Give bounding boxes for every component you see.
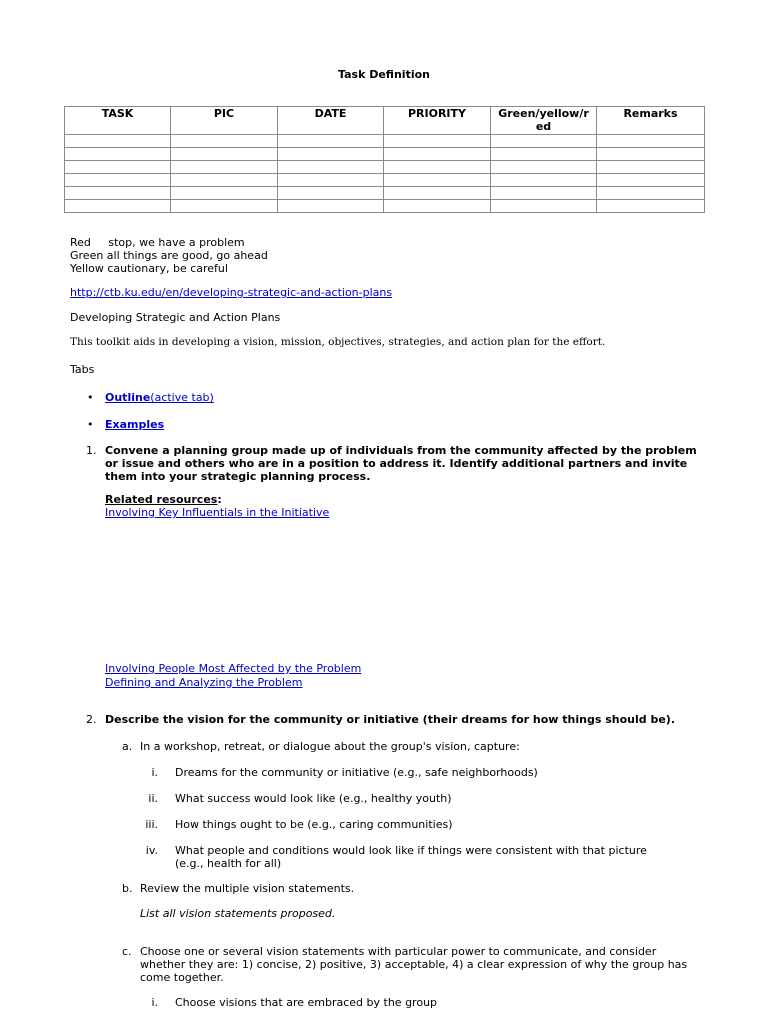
table-row — [65, 161, 705, 174]
header-priority: PRIORITY — [384, 107, 491, 135]
tab-outline-label[interactable]: Outline — [105, 391, 151, 404]
source-link[interactable]: http://ctb.ku.edu/en/developing-strategic-and-action-plans — [70, 286, 393, 299]
roman-label: i. — [151, 766, 158, 779]
table-header-row — [65, 107, 705, 135]
legend-green: Green all things are good, go ahead — [70, 249, 268, 262]
link-involving-key-influentials[interactable]: Involving Key Influentials in the Initiative — [105, 506, 330, 519]
roman-label: iv. — [145, 844, 158, 857]
legend-red: Red stop, we have a problem — [70, 236, 245, 249]
header-pic: PIC — [171, 107, 278, 135]
table-row — [65, 174, 705, 187]
list-item: How things ought to be (e.g., caring communities) — [175, 818, 453, 831]
step-2c-label: c. — [122, 945, 132, 958]
bullet-icon: • — [87, 418, 94, 431]
table-row — [65, 135, 705, 148]
step-2b-text: Review the multiple vision statements. — [140, 882, 355, 895]
tabs-label: Tabs — [70, 363, 95, 376]
roman-label: ii. — [148, 792, 158, 805]
header-status-color: Green/yellow/red — [491, 107, 597, 135]
legend-yellow: Yellow cautionary, be careful — [70, 262, 228, 275]
related-resources: Related resources: — [105, 493, 222, 506]
intro-text: This toolkit aids in developing a vision, mission, objectives, strategies, and action plan for the effort. — [70, 336, 606, 348]
list-item: What people and conditions would look like if things were consistent with that picture (e.g., health for all) — [175, 844, 647, 870]
tab-examples[interactable]: Examples — [105, 418, 165, 431]
header-task: TASK — [65, 107, 171, 135]
step-2b-note: List all vision statements proposed. — [140, 907, 336, 920]
table-row — [65, 148, 705, 161]
step-1-number: 1. — [86, 444, 97, 457]
step-2-text: Describe the vision for the community or initiative (their dreams for how things should be). — [105, 713, 675, 726]
list-item: What success would look like (e.g., healthy youth) — [175, 792, 452, 805]
bullet-icon: • — [87, 391, 94, 404]
tab-outline-note[interactable]: (active tab) — [150, 391, 214, 404]
step-2b-label: b. — [122, 882, 133, 895]
document-title: Task Definition — [338, 68, 430, 81]
step-2a-label: a. — [122, 740, 133, 753]
link-defining-problem[interactable]: Defining and Analyzing the Problem — [105, 676, 303, 689]
table-row — [65, 187, 705, 200]
step-2c-text: Choose one or several vision statements with particular power to communicate, and consider whether they are: 1) concise, 2) positive, 3) acceptable, 4) a clear expression of why the group has come together. — [140, 945, 688, 984]
tab-outline[interactable] — [105, 391, 214, 404]
roman-label: i. — [151, 996, 158, 1009]
list-item: Dreams for the community or initiative (e.g., safe neighborhoods) — [175, 766, 538, 779]
header-remarks: Remarks — [597, 107, 705, 135]
section-heading: Developing Strategic and Action Plans — [70, 311, 281, 324]
task-table — [64, 106, 705, 213]
table-row — [65, 200, 705, 213]
link-involving-people-affected[interactable]: Involving People Most Affected by the Problem — [105, 662, 362, 675]
header-date: DATE — [278, 107, 384, 135]
step-1-text: Convene a planning group made up of individuals from the community affected by the problem or issue and others who are in a position to address it. Identify additional partners and invite them into your strategic planning process. — [105, 444, 697, 483]
step-2a-text: In a workshop, retreat, or dialogue about the group's vision, capture: — [140, 740, 520, 753]
list-item: Choose visions that are embraced by the group — [175, 996, 438, 1009]
roman-label: iii. — [145, 818, 158, 831]
step-2-number: 2. — [86, 713, 97, 726]
related-resources-label: Related resources — [105, 493, 218, 506]
